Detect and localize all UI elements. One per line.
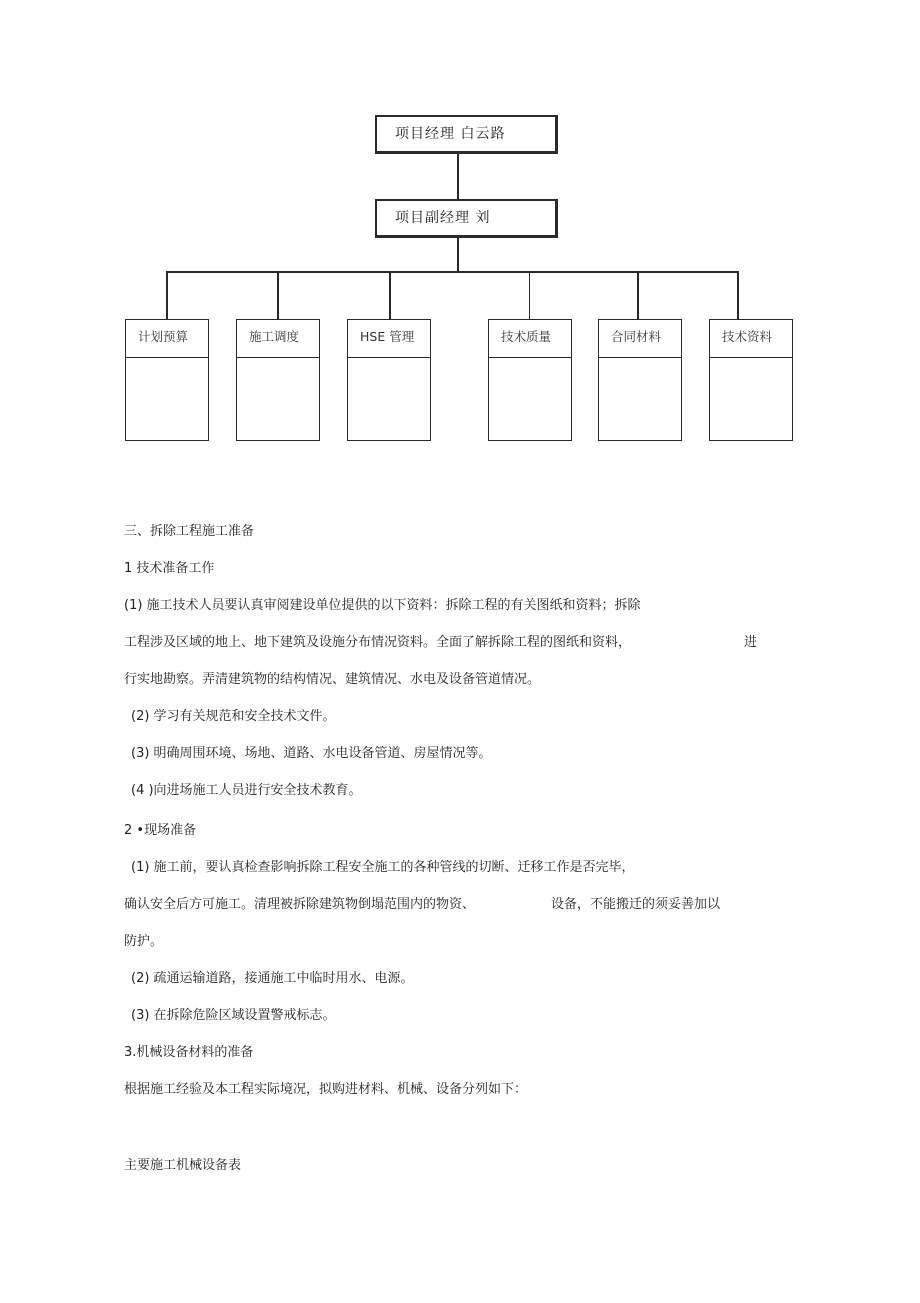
dept-label: 施工调度 (237, 320, 319, 358)
dept-body (489, 358, 571, 440)
dept-box-planning-budget (125, 319, 209, 441)
dept-box-tech-documents (709, 319, 793, 441)
dept-box-contract-materials (598, 319, 682, 441)
connector-drop-2 (277, 271, 279, 319)
dept-label: 技术质量 (489, 320, 571, 358)
site-prep-item3: (3) 在拆除危险区域设置警戒标志。 (131, 1008, 336, 1023)
org-box-deputy-manager (375, 199, 558, 238)
tech-prep-item2: (2) 学习有关规范和安全技术文件。 (131, 709, 336, 724)
tech-prep-item1-line2-tail: 进 (744, 635, 758, 650)
connector-drop-6 (737, 271, 739, 319)
connector-drop-1 (166, 271, 168, 319)
tech-prep-item1-line2: 工程涉及区域的地上、地下建筑及设施分布情况资料。全面了解拆除工程的图纸和资料， (124, 635, 632, 650)
site-prep-item1-line2-tail: 设备，不能搬迁的须妥善加以 (551, 897, 721, 912)
dept-body (348, 358, 430, 440)
dept-body (126, 358, 208, 440)
dept-label: HSE 管理 (348, 320, 430, 358)
table-title: 主要施工机械设备表 (124, 1158, 242, 1173)
dept-body (599, 358, 681, 440)
tech-prep-item3: (3) 明确周围环境、场地、道路、水电设备管道、房屋情况等。 (131, 746, 492, 761)
site-prep-item1-line2: 确认安全后方可施工。清理被拆除建筑物倒塌范围内的物资、 (124, 897, 476, 912)
connector-drop-4 (529, 271, 530, 319)
connector-horizontal-bus (166, 271, 739, 273)
tech-prep-item1-line1: (1) 施工技术人员要认真审阅建设单位提供的以下资料：拆除工程的有关图纸和资料；拆除 (124, 598, 641, 613)
site-prep-item2: (2) 疏通运输道路，接通施工中临时用水、电源。 (131, 971, 414, 986)
connector-vertical-mid (457, 238, 459, 272)
equip-prep-title: 3.机械设备材料的准备 (124, 1045, 254, 1060)
connector-drop-5 (637, 271, 639, 319)
dept-body (710, 358, 792, 440)
connector-vertical-top (457, 154, 459, 199)
tech-prep-item4: (4 )向进场施工人员进行安全技术教育。 (131, 783, 362, 798)
org-box-project-manager-label: 项目经理 白云路 (395, 126, 506, 142)
dept-box-construction-dispatch (236, 319, 320, 441)
org-box-project-manager (375, 115, 558, 154)
section-heading: 三、拆除工程施工准备 (124, 524, 255, 539)
equip-prep-text: 根据施工经验及本工程实际境况，拟购进材料、机械、设备分列如下： (124, 1082, 528, 1097)
dept-label: 合同材料 (599, 320, 681, 358)
org-box-deputy-manager-label: 项目副经理 刘 (395, 210, 491, 226)
dept-box-hse (347, 319, 431, 441)
site-prep-title: 2 •现场准备 (124, 823, 197, 838)
org-chart (0, 0, 920, 460)
dept-body (237, 358, 319, 440)
tech-prep-title: 1 技术准备工作 (124, 561, 215, 576)
tech-prep-item1-line3: 行实地勘察。弄清建筑物的结构情况、建筑情况、水电及设备管道情况。 (124, 672, 541, 687)
site-prep-item1-line3: 防护。 (124, 934, 164, 949)
dept-label: 技术资料 (710, 320, 792, 358)
connector-drop-3 (389, 271, 391, 319)
dept-label: 计划预算 (126, 320, 208, 358)
site-prep-item1-line1: (1) 施工前，要认真检查影响拆除工程安全施工的各种管线的切断、迁移工作是否完毕， (131, 860, 635, 875)
dept-box-tech-quality (488, 319, 572, 441)
